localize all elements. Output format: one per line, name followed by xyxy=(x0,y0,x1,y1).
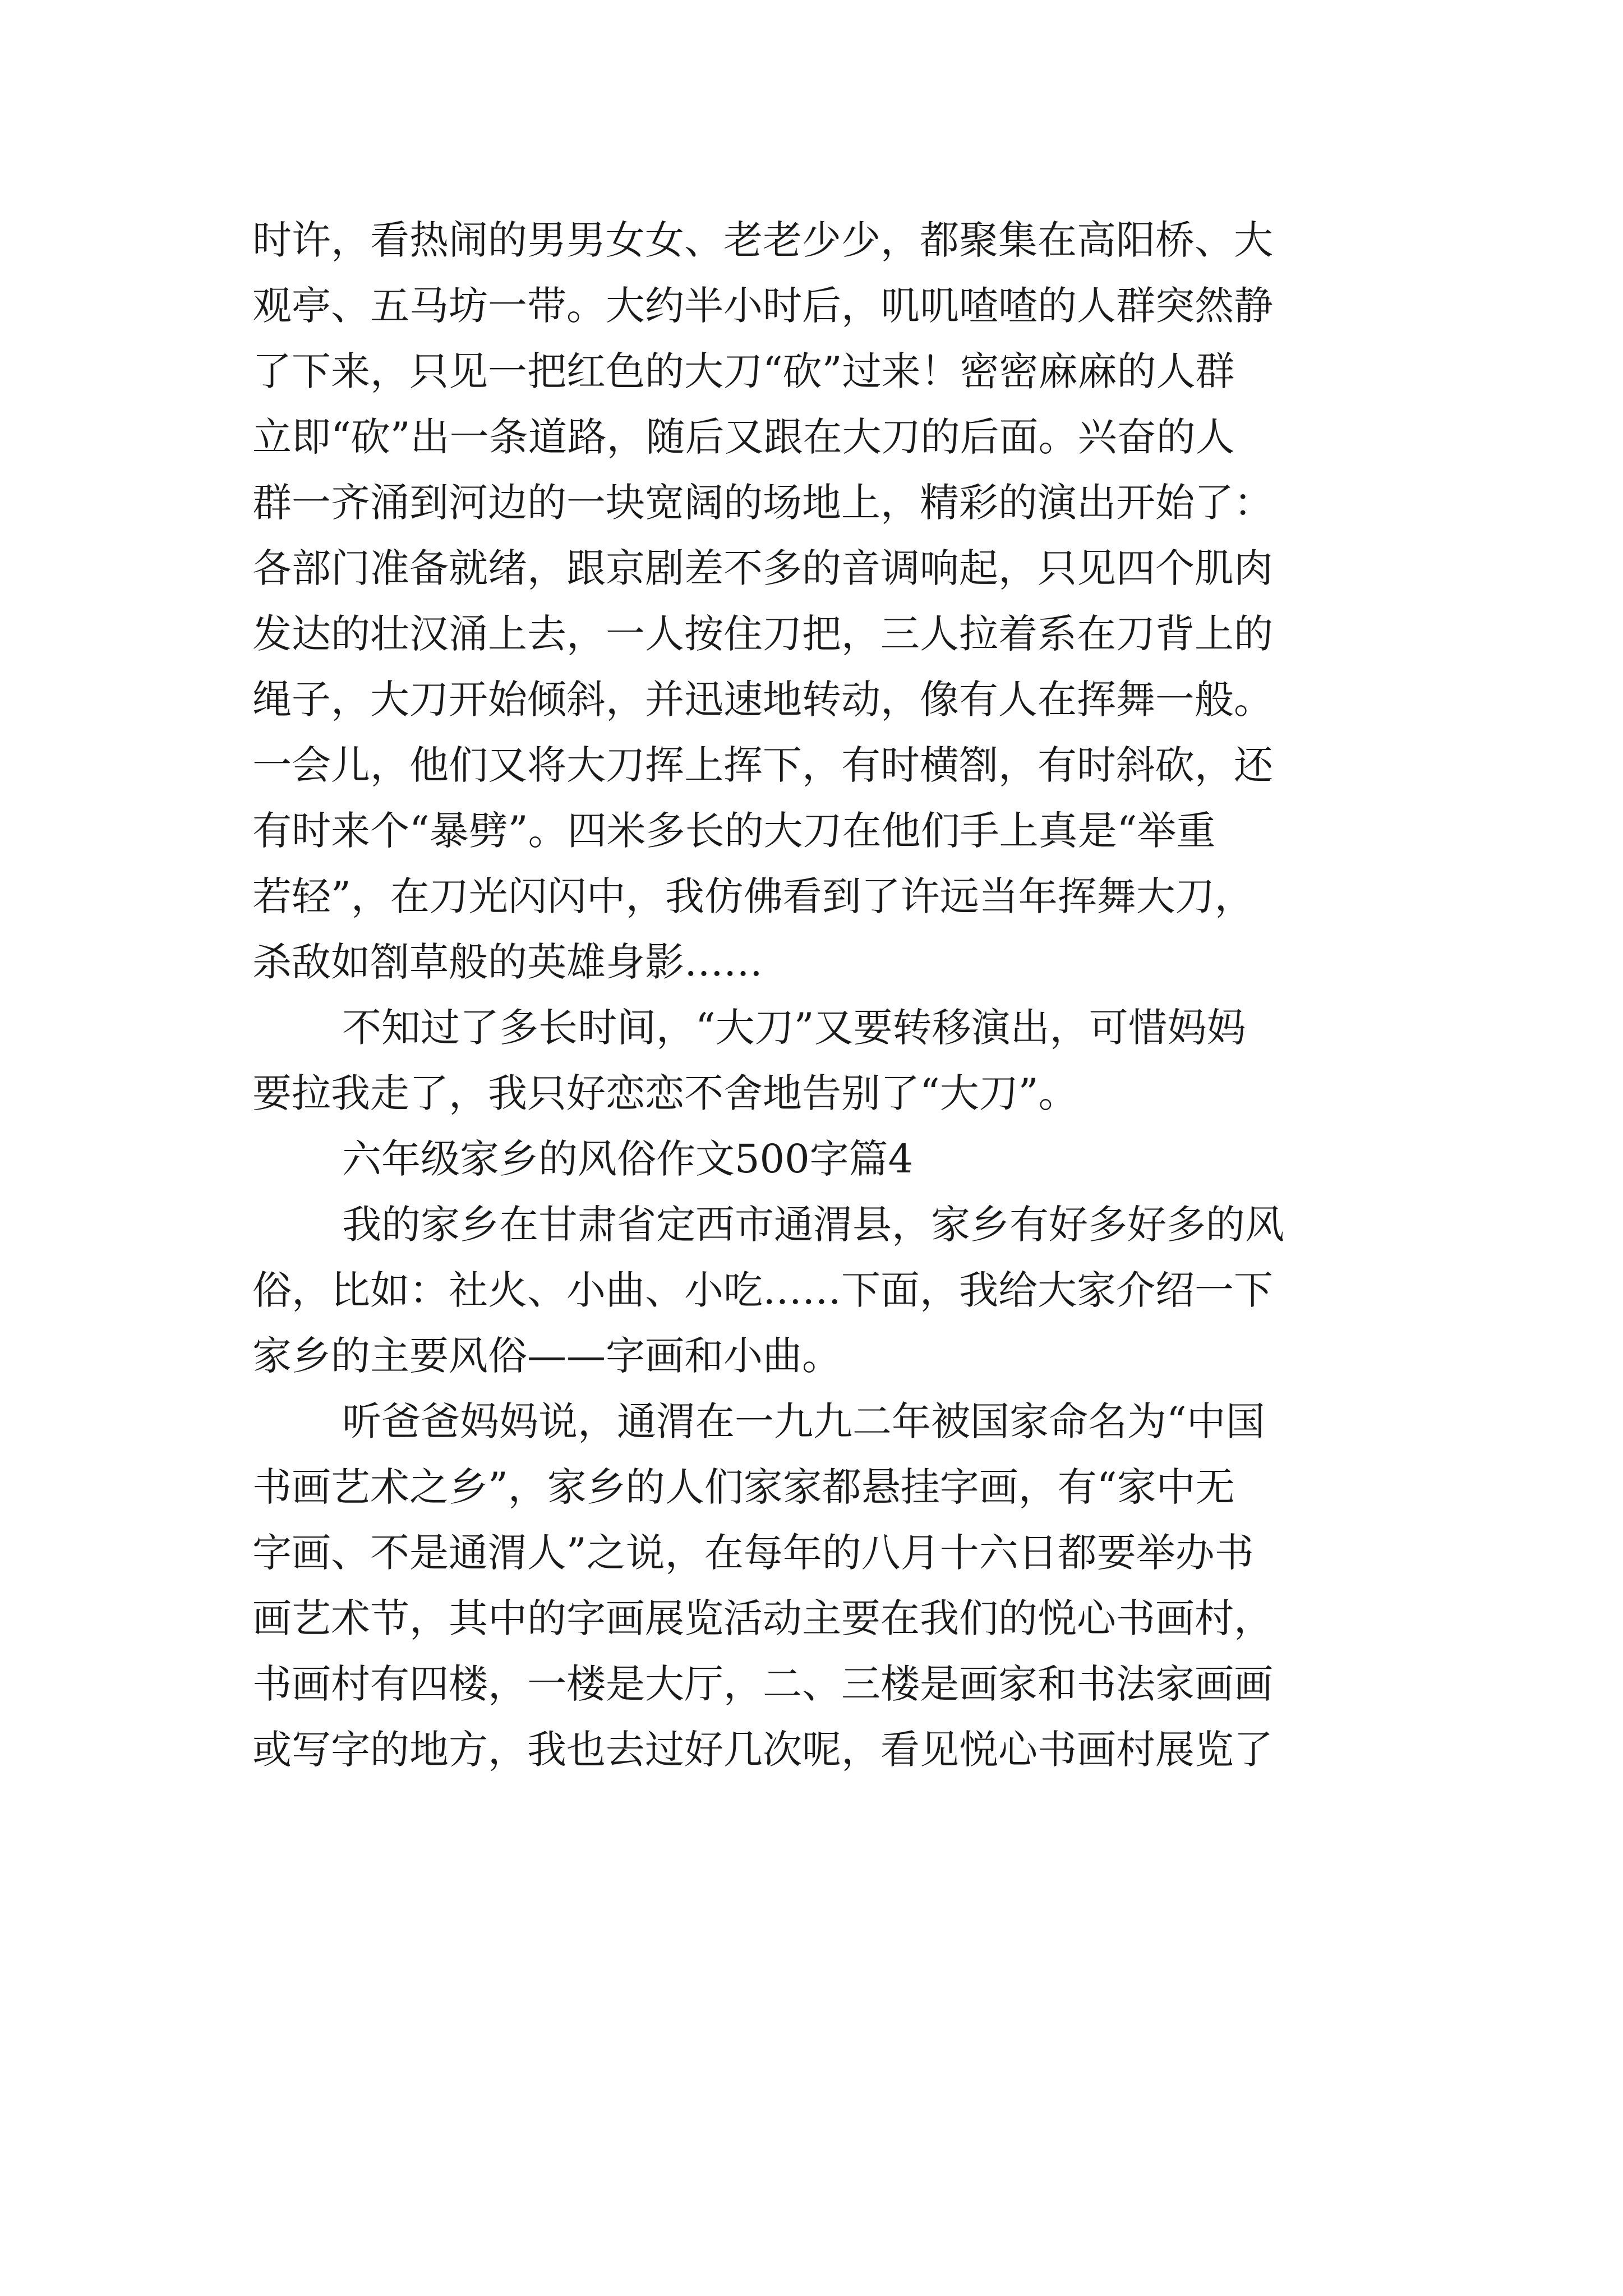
text-line: 发达的壮汉涌上去，一人按住刀把，三人拉着系在刀背上的 xyxy=(252,611,1273,657)
text-line: 群一齐涌到河边的一块宽阔的场地上，精彩的演出开始了： xyxy=(252,480,1273,526)
text-line: 立即“砍”出一条道路，随后又跟在大刀的后面。兴奋的人 xyxy=(252,414,1235,460)
text-line: 画艺术节，其中的字画展览活动主要在我们的悦心书画村， xyxy=(252,1595,1273,1641)
text-line: 书画艺术之乡”，家乡的人们家家都悬挂字画，有“家中无 xyxy=(252,1464,1235,1510)
section-heading: 六年级家乡的风俗作文500字篇4 xyxy=(342,1136,914,1182)
text-line: 若轻”，在刀光闪闪中，我仿佛看到了许远当年挥舞大刀， xyxy=(252,873,1254,919)
text-line: 字画、不是通渭人”之说，在每年的八月十六日都要举办书 xyxy=(252,1530,1254,1576)
text-line: 俗，比如：社火、小曲、小吃……下面，我给大家介绍一下 xyxy=(252,1267,1273,1313)
text-line: 了下来，只见一把红色的大刀“砍”过来！密密麻麻的人群 xyxy=(252,348,1235,394)
text-line: 观亭、五马坊一带。大约半小时后，叽叽喳喳的人群突然静 xyxy=(252,283,1273,329)
paragraph-first-line: 听爸爸妈妈说，通渭在一九九二年被国家命名为“中国 xyxy=(342,1398,1265,1444)
article-body xyxy=(252,208,1385,1783)
text-line: 杀敌如劄草般的英雄身影…… xyxy=(252,939,763,985)
text-line: 或写字的地方，我也去过好几次呢，看见悦心书画村展览了 xyxy=(252,1727,1273,1773)
text-line: 一会儿，他们又将大刀挥上挥下，有时横劄，有时斜砍，还 xyxy=(252,742,1273,788)
text-line: 各部门准备就绪，跟京剧差不多的音调响起，只见四个肌肉 xyxy=(252,545,1273,591)
text-line: 家乡的主要风俗——字画和小曲。 xyxy=(252,1333,841,1379)
paragraph-first-line: 不知过了多长时间，“大刀”又要转移演出，可惜妈妈 xyxy=(342,1005,1246,1051)
text-line: 书画村有四楼，一楼是大厅，二、三楼是画家和书法家画画 xyxy=(252,1661,1273,1707)
paragraph-first-line: 我的家乡在甘肃省定西市通渭县，家乡有好多好多的风 xyxy=(342,1202,1284,1248)
text-line: 有时来个“暴劈”。四米多长的大刀在他们手上真是“举重 xyxy=(252,808,1216,854)
text-line: 时许，看热闹的男男女女、老老少少，都聚集在高阳桥、大 xyxy=(252,217,1273,263)
text-line: 要拉我走了，我只好恋恋不舍地告别了“大刀”。 xyxy=(252,1070,1078,1116)
text-line: 绳子，大刀开始倾斜，并迅速地转动，像有人在挥舞一般。 xyxy=(252,677,1273,723)
